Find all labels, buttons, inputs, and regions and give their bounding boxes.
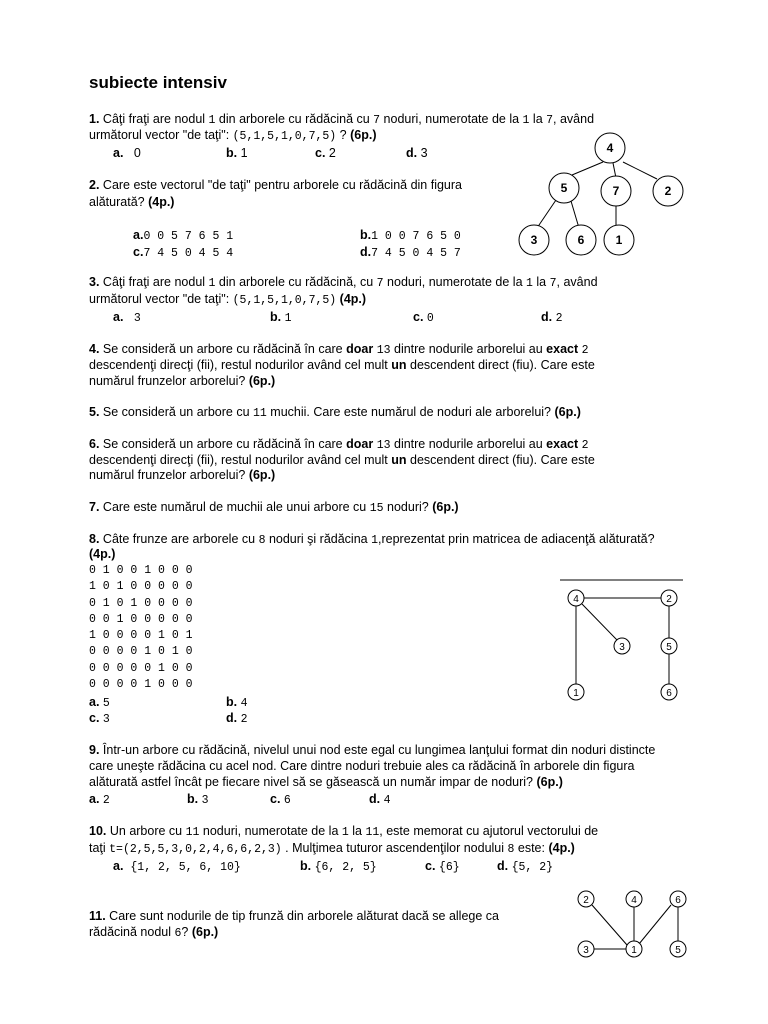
question-number: 5. xyxy=(89,405,100,419)
option-b: b. 1 xyxy=(270,310,292,325)
q-points: (6p.) xyxy=(536,775,563,789)
q-text: la xyxy=(532,275,550,289)
option-c: c. 0 xyxy=(413,310,434,325)
option-d: d. 2 xyxy=(226,711,248,726)
option-d: d.7 4 5 0 4 5 7 xyxy=(360,245,461,260)
matrix-row: 1 0 1 0 0 0 0 0 xyxy=(89,580,193,594)
page-title: subiecte intensiv xyxy=(89,73,227,92)
q-text: doar xyxy=(346,342,374,356)
matrix-row: 0 1 0 1 0 0 0 0 xyxy=(89,596,193,610)
q-points: (6p.) xyxy=(191,925,219,939)
question-number: 9. xyxy=(89,743,100,757)
question-number: 10. xyxy=(89,824,107,838)
option-b: b. 1 xyxy=(226,146,248,160)
q-code: 8 xyxy=(507,843,515,856)
node-label: 2 xyxy=(664,184,672,198)
q-code: t=(2,5,5,3,0,2,4,6,6,2,3) xyxy=(109,843,282,856)
q-code: 1 xyxy=(208,277,216,290)
node-label: 5 xyxy=(560,181,568,195)
node-label: 6 xyxy=(675,895,681,906)
q-text: doar xyxy=(346,437,374,451)
q-text: descendenţi direcţi (fii), restul nodurilor având cel mult xyxy=(89,453,392,467)
option-a: a. {1, 2, 5, 6, 10} xyxy=(113,859,241,874)
option-d: d. {5, 2} xyxy=(497,859,554,874)
q-text: Într-un arbore cu rădăcină, nivelul unui nod este egal cu lungimea lanţului format din noduri distincte xyxy=(99,743,656,757)
q-text: , având xyxy=(553,112,595,126)
question-10-line-2 xyxy=(89,840,575,858)
node-label: 7 xyxy=(612,184,620,198)
option-b: b. {6, 2, 5} xyxy=(300,859,377,874)
q-points: (6p.) xyxy=(248,374,276,388)
node-label: 4 xyxy=(573,594,579,605)
q-text: dintre nodurile arborelui au xyxy=(390,437,547,451)
node-label: 5 xyxy=(675,945,681,956)
question-number: 11. xyxy=(89,909,106,923)
q-text: Un arbore cu xyxy=(106,824,186,838)
question-number: 1. xyxy=(89,112,100,126)
q-code: 15 xyxy=(369,502,384,515)
q-code: 7 xyxy=(549,277,557,290)
question-number: 2. xyxy=(89,178,100,192)
question-3-line-1 xyxy=(89,274,598,292)
q-points: (6p.) xyxy=(248,468,276,482)
q-text: la xyxy=(348,824,366,838)
q-points: (4p.) xyxy=(339,292,367,306)
option-b: b. 4 xyxy=(226,695,248,710)
q-text: un xyxy=(391,358,407,372)
q-text: descendent direct (fiu). Care este xyxy=(406,453,595,467)
q-text: un xyxy=(391,453,407,467)
q-text: următorul vector "de taţi": xyxy=(89,292,233,306)
q-text: ,reprezentat prin matricea de adiacenţă alăturată? xyxy=(378,532,655,546)
q-code: 1 xyxy=(208,114,216,127)
option-a: a. 2 xyxy=(89,792,110,807)
option-b: b.1 0 0 7 6 5 0 xyxy=(360,228,461,243)
node-label: 1 xyxy=(573,688,579,699)
question-2-line-2 xyxy=(89,194,174,211)
q-text: rădăcină nodul xyxy=(89,925,175,939)
q-text: noduri, numerotate de la xyxy=(383,275,527,289)
q-code: 2 xyxy=(581,344,589,357)
q-code: 7 xyxy=(546,114,554,127)
q-text: ? xyxy=(181,925,192,939)
matrix-row: 0 1 0 0 1 0 0 0 xyxy=(89,564,193,577)
q-text: la xyxy=(529,112,547,126)
node-label: 6 xyxy=(577,233,585,247)
question-11-line-1 xyxy=(89,908,499,925)
tree-figure-q9 xyxy=(555,578,690,708)
question-number: 6. xyxy=(89,437,100,451)
q-text: noduri şi rădăcina xyxy=(265,532,372,546)
q-text: descendenţi direcţi (fii), restul nodurilor având cel mult xyxy=(89,358,392,372)
option-c: c. 2 xyxy=(315,146,336,160)
tree-figure-q2 xyxy=(505,128,705,260)
q-text: alăturată astfel încât pe fiecare nivel să se găsească un număr impar de noduri? xyxy=(89,775,537,789)
q-text: , este memorat cu ajutorul vectorului de xyxy=(379,824,599,838)
q-text: ? xyxy=(336,128,351,142)
q-text: descendent direct (fiu). Care este xyxy=(406,358,595,372)
q-points: (4p.) xyxy=(148,195,175,209)
question-number: 7. xyxy=(89,500,100,514)
option-c: c. 3 xyxy=(89,711,110,726)
option-c: c. 6 xyxy=(270,792,291,807)
matrix-row: 0 0 0 0 0 1 0 0 xyxy=(89,661,193,675)
node-label: 1 xyxy=(631,945,637,956)
q-text: Se consideră un arbore cu rădăcină în care xyxy=(99,437,347,451)
q-text: Care sunt nodurile de tip frunză din arborele alăturat dacă se allege ca xyxy=(105,909,499,923)
q-text: . Mulţimea tuturor ascendenţilor nodului xyxy=(281,841,508,855)
question-6-line-3 xyxy=(89,467,275,484)
question-1-line-2 xyxy=(89,127,376,145)
q-text: Se consideră un arbore cu xyxy=(99,405,254,419)
q-text: din arborele cu rădăcină cu xyxy=(215,112,374,126)
q-text: taţi xyxy=(89,841,110,855)
question-10-line-1 xyxy=(89,823,598,841)
adjacency-matrix xyxy=(89,563,193,693)
question-8-line-1 xyxy=(89,531,655,549)
q-code: 13 xyxy=(376,344,391,357)
question-3-line-2 xyxy=(89,291,366,309)
q-text: noduri, numerotate de la xyxy=(380,112,523,126)
node-label: 4 xyxy=(631,895,637,906)
question-4-line-2 xyxy=(89,357,595,374)
node-label: 3 xyxy=(619,642,625,653)
q-text: , având xyxy=(556,275,598,289)
q-code: 2 xyxy=(581,439,589,452)
q-text: Care este vectorul "de taţi" pentru arborele cu rădăcină din figura xyxy=(99,178,462,192)
question-4-line-3 xyxy=(89,373,275,390)
question-11-line-2 xyxy=(89,924,218,942)
node-label: 5 xyxy=(666,642,672,653)
q-text: alăturată? xyxy=(89,195,149,209)
node-label: 2 xyxy=(583,895,589,906)
question-9-line-1 xyxy=(89,742,655,759)
matrix-row: 0 0 0 0 1 0 1 0 xyxy=(89,645,193,659)
q-code: 11 xyxy=(185,826,200,839)
node-label: 3 xyxy=(530,233,538,247)
option-d: d. 3 xyxy=(406,146,428,160)
q-text: muchii. Care este numărul de noduri ale arborelui? xyxy=(266,405,555,419)
option-c: c.7 4 5 0 4 5 4 xyxy=(133,245,234,260)
node-label: 1 xyxy=(615,233,623,247)
node-label: 3 xyxy=(583,945,589,956)
q-points: (4p.) xyxy=(89,547,116,561)
q-code: 1 xyxy=(341,826,349,839)
q-code: 1 xyxy=(526,277,533,290)
matrix-row: 0 0 0 0 1 0 0 0 xyxy=(89,678,193,692)
q-points: (6p.) xyxy=(350,128,377,142)
node-label: 6 xyxy=(666,688,672,699)
q-code: (5,1,5,1,0,7,5) xyxy=(232,130,337,143)
q-code: 13 xyxy=(376,439,391,452)
q-points: (4p.) xyxy=(548,841,575,855)
option-b: b. 3 xyxy=(187,792,209,807)
q-code: 1 xyxy=(371,534,378,547)
node-label: 4 xyxy=(606,141,614,155)
q-text: Se consideră un arbore cu rădăcină în care xyxy=(99,342,347,356)
q-text: exact xyxy=(546,437,579,451)
q-code: (5,1,5,1,0,7,5) xyxy=(232,294,337,307)
question-number: 4. xyxy=(89,342,100,356)
q-text: exact xyxy=(546,342,579,356)
matrix-row: 0 0 1 0 0 0 0 0 xyxy=(89,612,193,626)
q-code: 6 xyxy=(174,927,182,940)
q-text: este: xyxy=(514,841,549,855)
q-text: numărul frunzelor arborelui? xyxy=(89,468,249,482)
q-code: 11 xyxy=(365,826,380,839)
q-text: Care este numărul de muchii ale unui arbore cu xyxy=(99,500,370,514)
q-code: 11 xyxy=(253,407,267,420)
option-a: a.0 0 5 7 6 5 1 xyxy=(133,228,234,243)
matrix-row: 1 0 0 0 0 1 0 1 xyxy=(89,629,193,643)
option-a: a. 5 xyxy=(89,695,110,710)
question-7 xyxy=(89,499,459,517)
option-a: a. 0 xyxy=(113,146,141,160)
node-label: 2 xyxy=(666,594,672,605)
q-points: (6p.) xyxy=(432,500,459,514)
option-d: d. 4 xyxy=(369,792,391,807)
question-number: 3. xyxy=(89,275,100,289)
graph-figure-q11 xyxy=(568,886,698,966)
question-9-line-3 xyxy=(89,774,563,791)
q-text: Câţi fraţi are nodul xyxy=(99,112,209,126)
q-code: 1 xyxy=(522,114,530,127)
option-a: a. 3 xyxy=(113,310,141,325)
q-text: noduri, numerotate de la xyxy=(199,824,342,838)
q-text: dintre nodurile arborelui au xyxy=(390,342,547,356)
question-2-line-1 xyxy=(89,177,462,194)
option-c: c. {6} xyxy=(425,859,460,874)
q-text: Câte frunze are arborele cu xyxy=(99,532,259,546)
question-5 xyxy=(89,404,581,422)
q-text: următorul vector "de taţi": xyxy=(89,128,233,142)
q-text: numărul frunzelor arborelui? xyxy=(89,374,249,388)
q-points: (6p.) xyxy=(554,405,581,419)
question-number: 8. xyxy=(89,532,100,546)
q-code: 7 xyxy=(373,114,381,127)
question-9-line-2: care uneşte rădăcina cu acel nod. Care dintre noduri trebuie ales ca rădăcină în arborele din figura xyxy=(89,759,635,773)
q-code: 8 xyxy=(258,534,266,547)
q-code: 7 xyxy=(376,277,384,290)
q-text: noduri? xyxy=(383,500,433,514)
q-text: din arborele cu rădăcină, cu xyxy=(215,275,377,289)
option-d: d. 2 xyxy=(541,310,563,325)
q-text: Câţi fraţi are nodul xyxy=(99,275,209,289)
